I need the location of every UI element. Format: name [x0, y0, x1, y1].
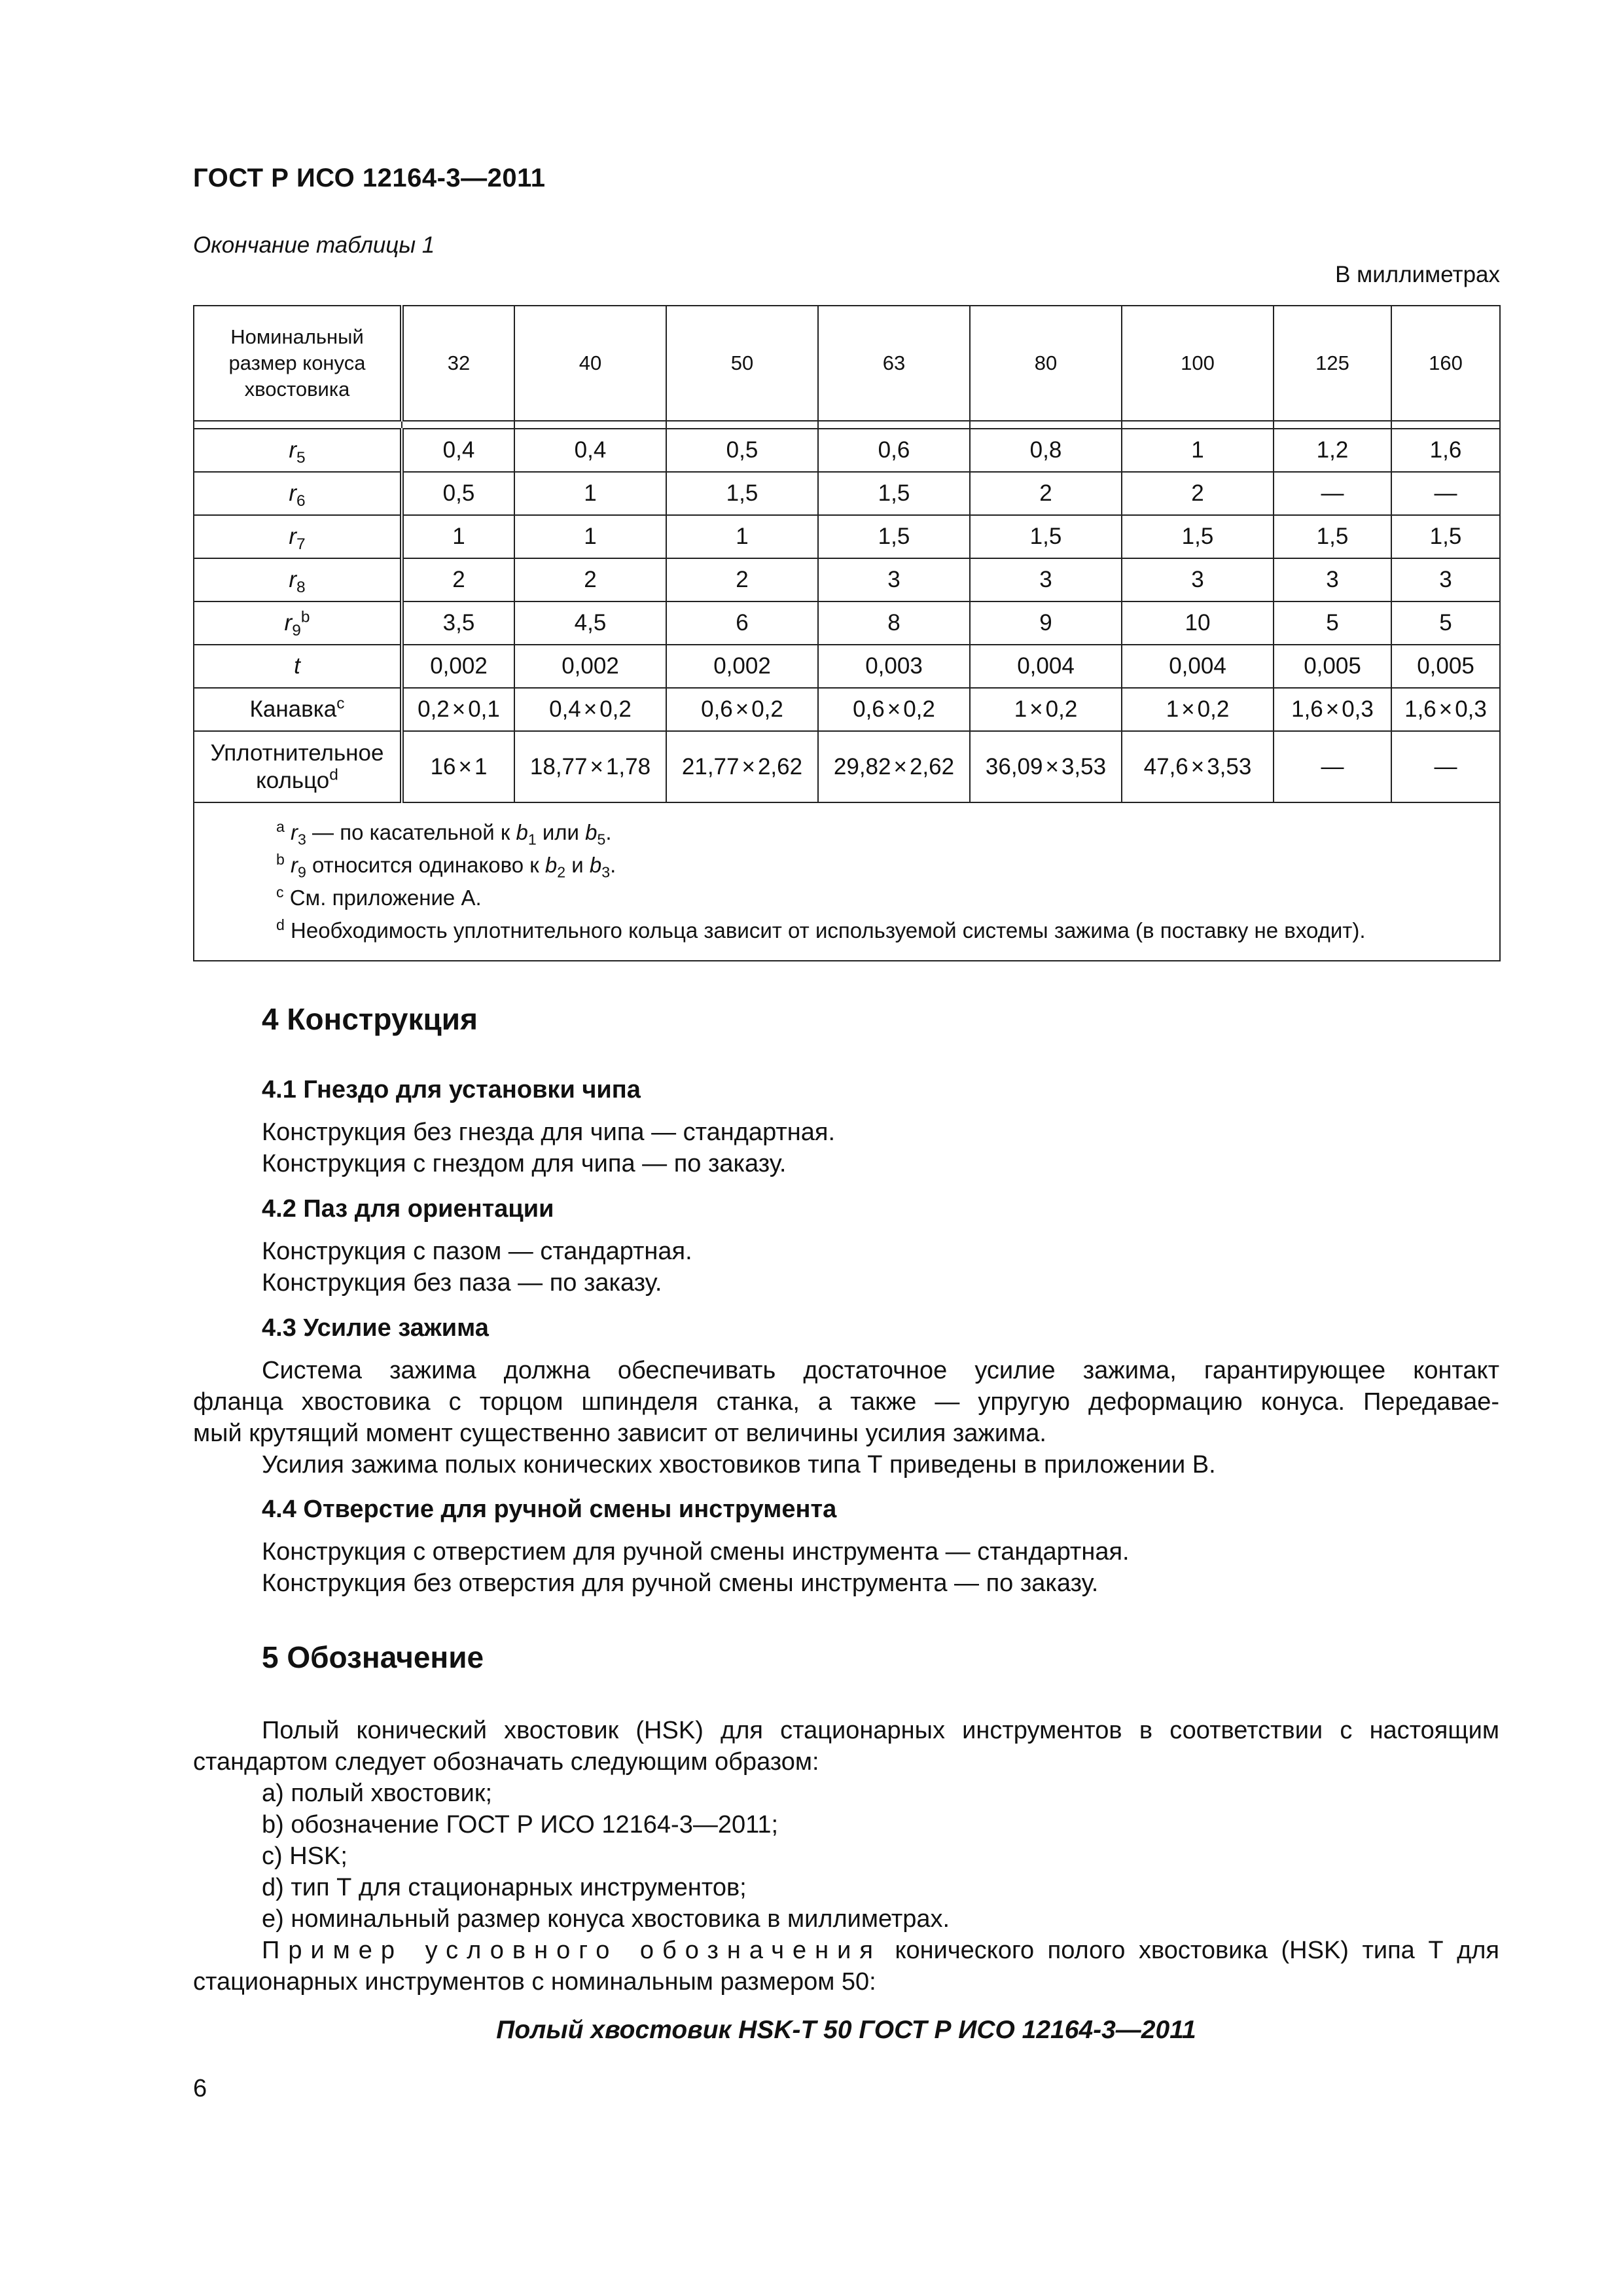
value-a: 0,6 — [701, 696, 733, 722]
value-cell — [818, 731, 970, 802]
table-notes-row — [194, 802, 1500, 961]
section-4-1-title: 4.1 Гнездо для установки чипа — [262, 1076, 641, 1103]
value-a: 1 — [1014, 696, 1027, 722]
value-cell: 1 — [1122, 429, 1274, 472]
parameter-label — [194, 429, 402, 472]
value-cell: 2 — [666, 558, 818, 601]
times-sign: × — [887, 696, 901, 722]
value-cell: 1,5 — [1391, 515, 1500, 558]
parameter-label — [194, 515, 402, 558]
parameter-symbol: t — [294, 653, 300, 679]
value-cell: 10 — [1122, 601, 1274, 645]
value-b: 0,3 — [1455, 696, 1487, 722]
section-4-4-title: 4.4 Отверстие для ручной смены инструмента — [262, 1496, 837, 1523]
table-caption: Окончание таблицы 1 — [193, 232, 435, 258]
value-a: 29,82 — [833, 753, 891, 780]
value-cell: 3 — [1391, 558, 1500, 601]
section-4-2-title: 4.2 Паз для ориентации — [262, 1195, 554, 1223]
times-sign: × — [1190, 753, 1205, 780]
section-4-2-text — [262, 1236, 692, 1299]
subscript: 9 — [298, 863, 306, 881]
paragraph-line — [193, 1935, 1499, 1966]
value-cell: 8 — [818, 601, 970, 645]
value-cell: 2 — [970, 472, 1122, 515]
value-a: 21,77 — [681, 753, 740, 780]
symbol: r — [291, 820, 298, 844]
value-cell — [402, 731, 514, 802]
header-label-line: Номинальный — [230, 325, 364, 348]
example-label: Пример условного обозначения — [262, 1937, 882, 1964]
footnote-text: или — [536, 820, 586, 844]
times-sign: × — [735, 696, 749, 722]
parameter-subscript: 8 — [296, 579, 306, 596]
footnote-c — [276, 882, 1480, 914]
subscript: 2 — [557, 863, 566, 881]
header-label-line: размер конуса — [228, 351, 366, 374]
footnote-text: относится одинаково к — [306, 853, 545, 877]
times-sign: × — [1181, 696, 1195, 722]
designation-list — [262, 1778, 950, 1935]
footnote-mark: b — [276, 851, 285, 868]
row-label-text: кольцо — [256, 767, 330, 793]
times-sign: × — [590, 753, 603, 780]
symbol: b — [544, 853, 558, 877]
parameter-label — [194, 645, 402, 688]
value-b: 0,3 — [1342, 696, 1374, 722]
footnote-text: Необходимость уплотнительного кольца зависит от используемой системы зажима (в поставку не входит). — [284, 918, 1366, 942]
table-row — [194, 472, 1500, 515]
value-cell: 0,003 — [818, 645, 970, 688]
value-b: 2,62 — [909, 753, 955, 780]
value-cell: 3 — [970, 558, 1122, 601]
spacer — [285, 820, 291, 844]
value-cell: 1,5 — [666, 472, 818, 515]
section-4-title: 4 Конструкция — [262, 1002, 478, 1036]
subscript: 3 — [601, 863, 611, 881]
parameter-label — [194, 558, 402, 601]
footnote-d — [276, 914, 1480, 947]
value-cell — [402, 688, 514, 731]
paragraph-line: стационарных инструментов с номинальным размером 50: — [193, 1968, 876, 1996]
value-cell: 1 — [514, 515, 666, 558]
separator-cell — [1122, 421, 1274, 429]
value-cell: 1 — [514, 472, 666, 515]
value-cell: 4,5 — [514, 601, 666, 645]
value-cell — [818, 688, 970, 731]
row-label-line: Уплотнительное — [210, 740, 384, 766]
separator-cell — [402, 421, 514, 429]
size-header-cell — [194, 306, 402, 421]
value-cell: 1,2 — [1274, 429, 1391, 472]
example-designation: Полый хвостовик HSK-T 50 ГОСТ Р ИСО 12164-3—2011 — [496, 2016, 1196, 2044]
value-cell: 5 — [1391, 601, 1500, 645]
value-a: 0,2 — [418, 696, 450, 722]
value-a: 16 — [430, 753, 456, 780]
footnote-text: . — [605, 820, 612, 844]
value-cell — [1122, 688, 1274, 731]
parameter-label — [194, 601, 402, 645]
spec-table — [193, 305, 1501, 961]
value-cell — [1391, 688, 1500, 731]
parameter-label — [194, 731, 402, 802]
value-cell: 1,5 — [1122, 515, 1274, 558]
section-5-intro — [193, 1715, 1499, 1778]
example-paragraph — [193, 1935, 1499, 1998]
value-cell: 0,4 — [514, 429, 666, 472]
value-a: 47,6 — [1143, 753, 1188, 780]
value-b: 0,2 — [1045, 696, 1078, 722]
size-column-header: 125 — [1274, 306, 1391, 421]
value-a: 0,6 — [853, 696, 885, 722]
footnote-ref: c — [336, 694, 345, 713]
paragraph-line: Полый конический хвостовик (HSK) для стационарных инструментов в соответствии с настоящим — [262, 1717, 1499, 1744]
header-label-line: хвостовика — [244, 378, 350, 401]
text-line: Конструкция с гнездом для чипа — по заказу. — [262, 1150, 787, 1177]
size-column-header: 160 — [1391, 306, 1500, 421]
table-separator — [194, 421, 1500, 429]
subscript: 1 — [527, 831, 537, 848]
section-4-3-text — [193, 1355, 1499, 1480]
value-cell — [514, 688, 666, 731]
times-sign: × — [452, 696, 466, 722]
size-column-header: 32 — [402, 306, 514, 421]
footnote-ref: b — [300, 608, 310, 626]
value-cell: 1,6 — [1391, 429, 1500, 472]
value-cell: 0,8 — [970, 429, 1122, 472]
parameter-subscript: 5 — [296, 449, 306, 467]
table-header-row — [194, 306, 1500, 421]
value-cell: 3 — [818, 558, 970, 601]
text-line: Конструкция с пазом — стандартная. — [262, 1238, 692, 1265]
value-cell — [666, 731, 818, 802]
value-cell: 6 — [666, 601, 818, 645]
separator-cell — [1274, 421, 1391, 429]
value-a: 1 — [1166, 696, 1179, 722]
value-cell: 1,5 — [1274, 515, 1391, 558]
value-cell: 3 — [1274, 558, 1391, 601]
parameter-label — [194, 472, 402, 515]
value-b: 2,62 — [757, 753, 803, 780]
symbol: b — [589, 853, 602, 877]
groove-row — [194, 688, 1500, 731]
separator-cell — [1391, 421, 1500, 429]
text-line: Конструкция с отверстием для ручной смены инструмента — стандартная. — [262, 1538, 1130, 1566]
value-cell: 0,4 — [402, 429, 514, 472]
times-sign: × — [893, 753, 907, 780]
value-cell: 1 — [666, 515, 818, 558]
page-number: 6 — [193, 2075, 207, 2102]
size-column-header: 100 — [1122, 306, 1274, 421]
table-row — [194, 645, 1500, 688]
value-cell: — — [1391, 472, 1500, 515]
value-b: 0,2 — [1197, 696, 1230, 722]
footnote-text: — по касательной к — [306, 820, 516, 844]
size-column-header: 40 — [514, 306, 666, 421]
value-cell: — — [1274, 731, 1391, 802]
footnote-mark: c — [276, 884, 284, 901]
table-row — [194, 558, 1500, 601]
parameter-symbol: r — [289, 437, 296, 463]
value-cell: 1 — [402, 515, 514, 558]
example-text: конического полого хвостовика (HSK) типа Т для — [881, 1937, 1499, 1964]
times-sign: × — [1325, 696, 1340, 722]
value-cell: 0,5 — [402, 472, 514, 515]
text-line: Конструкция без гнезда для чипа — стандартная. — [262, 1119, 836, 1146]
value-cell: 0,002 — [402, 645, 514, 688]
times-sign: × — [458, 753, 472, 780]
subscript: 3 — [298, 831, 306, 848]
list-item: d) тип Т для стационарных инструментов; — [262, 1874, 747, 1901]
footnote-text: и — [565, 853, 590, 877]
value-a: 18,77 — [529, 753, 588, 780]
footnote-a — [276, 816, 1480, 849]
spacer — [285, 853, 291, 877]
row-label-line — [194, 767, 400, 795]
value-cell — [970, 688, 1122, 731]
section-4-1-text — [262, 1117, 835, 1179]
list-item: e) номинальный размер конуса хвостовика в миллиметрах. — [262, 1905, 950, 1933]
list-item: b) обозначение ГОСТ Р ИСО 12164-3—2011; — [262, 1811, 779, 1839]
separator-cell — [818, 421, 970, 429]
section-4-3-title: 4.3 Усилие зажима — [262, 1314, 489, 1342]
value-cell: 9 — [970, 601, 1122, 645]
symbol: r — [291, 853, 298, 877]
value-cell — [514, 731, 666, 802]
text-line: Конструкция без отверстия для ручной смены инструмента — по заказу. — [262, 1570, 1099, 1597]
table-row — [194, 515, 1500, 558]
paragraph-line: стандартом следует обозначать следующим образом: — [193, 1748, 819, 1776]
value-cell: 0,005 — [1391, 645, 1500, 688]
separator-cell — [666, 421, 818, 429]
symbol: b — [516, 820, 528, 844]
section-5-title: 5 Обозначение — [262, 1640, 484, 1674]
section-4-4-text — [262, 1536, 1130, 1599]
value-b: 3,53 — [1207, 753, 1252, 780]
value-cell: 0,005 — [1274, 645, 1391, 688]
seal-ring-row — [194, 731, 1500, 802]
list-item: c) HSK; — [262, 1842, 348, 1870]
footnote-text: См. приложение А. — [283, 886, 482, 910]
times-sign: × — [1438, 696, 1453, 722]
parameter-label — [194, 688, 402, 731]
footnote-ref: d — [329, 765, 338, 783]
paragraph-line: мый крутящий момент существенно зависит от величины усилия зажима. — [193, 1420, 1046, 1447]
size-column-header: 50 — [666, 306, 818, 421]
value-cell: 3,5 — [402, 601, 514, 645]
value-b: 0,2 — [599, 696, 632, 722]
value-b: 0,2 — [903, 696, 935, 722]
list-item: a) полый хвостовик; — [262, 1780, 493, 1807]
table-footnotes — [194, 802, 1500, 961]
value-b: 3,53 — [1061, 753, 1107, 780]
value-cell: 1,5 — [818, 472, 970, 515]
value-cell: 0,6 — [818, 429, 970, 472]
size-column-header: 63 — [818, 306, 970, 421]
value-cell: 0,002 — [666, 645, 818, 688]
table-units: В миллиметрах — [1335, 262, 1500, 287]
value-b: 0,1 — [468, 696, 500, 722]
row-label: Канавка — [249, 696, 337, 722]
text-line: Конструкция без паза — по заказу. — [262, 1269, 662, 1297]
paragraph-line: Система зажима должна обеспечивать достаточное усилие зажима, гарантирующее контакт — [262, 1357, 1499, 1384]
value-cell — [1122, 731, 1274, 802]
value-cell: 3 — [1122, 558, 1274, 601]
value-cell: 1,5 — [818, 515, 970, 558]
size-column-header: 80 — [970, 306, 1122, 421]
value-cell: — — [1274, 472, 1391, 515]
value-cell: 2 — [1122, 472, 1274, 515]
value-cell: 1,5 — [970, 515, 1122, 558]
parameter-symbol: r — [284, 610, 293, 636]
parameter-symbol: r — [289, 524, 296, 549]
value-cell — [666, 688, 818, 731]
value-cell: — — [1391, 731, 1500, 802]
value-a: 1,6 — [1404, 696, 1436, 722]
value-b: 1 — [474, 753, 488, 780]
value-a: 1,6 — [1291, 696, 1323, 722]
times-sign: × — [583, 696, 597, 722]
times-sign: × — [741, 753, 755, 780]
document-header: ГОСТ Р ИСО 12164-3—2011 — [193, 164, 546, 192]
paragraph: Усилия зажима полых конических хвостовиков типа Т приведены в приложении В. — [262, 1451, 1216, 1479]
value-cell — [970, 731, 1122, 802]
value-cell: 0,004 — [1122, 645, 1274, 688]
times-sign: × — [1029, 696, 1043, 722]
parameter-symbol: r — [289, 567, 296, 592]
separator-cell — [970, 421, 1122, 429]
paragraph-line: фланца хвостовика с торцом шпинделя станка, а также — упругую деформацию конуса. Передавае- — [193, 1388, 1499, 1416]
footnote-text: . — [610, 853, 616, 877]
separator-cell — [514, 421, 666, 429]
times-sign: × — [1045, 753, 1059, 780]
parameter-subscript: 9 — [292, 622, 301, 639]
value-cell: 5 — [1274, 601, 1391, 645]
value-b: 1,78 — [605, 753, 651, 780]
value-cell: 0,004 — [970, 645, 1122, 688]
value-cell — [1274, 688, 1391, 731]
footnote-b — [276, 849, 1480, 882]
value-cell: 2 — [514, 558, 666, 601]
value-b: 0,2 — [751, 696, 783, 722]
value-cell: 2 — [402, 558, 514, 601]
subscript: 5 — [597, 831, 606, 848]
symbol: b — [585, 820, 597, 844]
value-a: 36,09 — [985, 753, 1043, 780]
value-a: 0,4 — [549, 696, 581, 722]
separator-cell — [194, 421, 402, 429]
footnote-mark: d — [276, 916, 285, 933]
table-row — [194, 601, 1500, 645]
value-cell: 0,002 — [514, 645, 666, 688]
parameter-subscript: 6 — [296, 492, 306, 510]
parameter-subscript: 7 — [296, 535, 306, 553]
footnote-mark: a — [276, 818, 285, 835]
parameter-symbol: r — [289, 480, 296, 506]
table-row — [194, 429, 1500, 472]
value-cell: 0,5 — [666, 429, 818, 472]
